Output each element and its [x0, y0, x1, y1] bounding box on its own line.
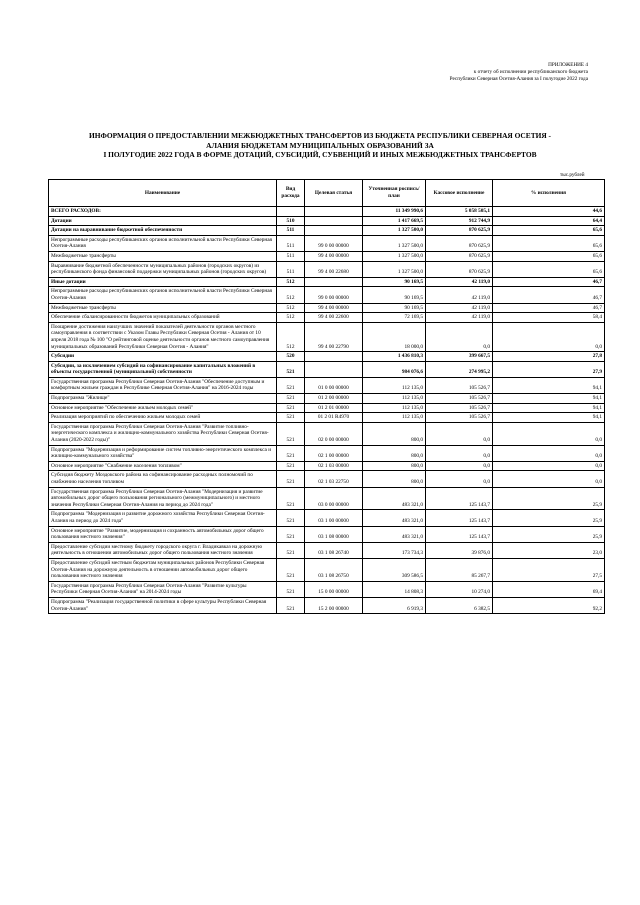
cell-name: Иные дотации [49, 277, 277, 287]
cell-code: 512 [277, 303, 305, 313]
cell-target [305, 277, 363, 287]
cell-planned: 309 586,5 [363, 558, 426, 581]
cell-name: Непрограммные расходы республиканских органов исполнительной власти Республики Северная Осетия-Алания [49, 235, 277, 251]
cell-target [305, 216, 363, 226]
header-percent: % исполнения [493, 180, 605, 207]
cell-executed: 105 526,7 [426, 394, 493, 404]
cell-name: ВСЕГО РАСХОДОВ: [49, 207, 277, 217]
cell-executed: 42 119,0 [426, 303, 493, 313]
header-code: Вид расхода [277, 180, 305, 207]
cell-executed: 870 625,9 [426, 261, 493, 277]
table-row [49, 361, 605, 377]
cell-percent: 46,7 [493, 303, 605, 313]
cell-name: Дотации на выравнивание бюджетной обеспеченности [49, 226, 277, 236]
cell-executed: 6 382,5 [426, 597, 493, 613]
cell-planned: 1 327 500,0 [363, 261, 426, 277]
cell-percent: 0,0 [493, 422, 605, 445]
cell-code: 521 [277, 581, 305, 597]
cell-percent: 27,9 [493, 361, 605, 377]
cell-target: 01 2 00 00000 [305, 394, 363, 404]
cell-executed: 399 667,5 [426, 352, 493, 362]
cell-percent: 27,5 [493, 558, 605, 581]
cell-percent: 65,6 [493, 251, 605, 261]
units-label: тыс.рублей [560, 172, 585, 178]
cell-target [305, 207, 363, 217]
cell-percent: 44,6 [493, 207, 605, 217]
cell-code: 521 [277, 542, 305, 558]
cell-target: 99 4 00 22790 [305, 322, 363, 351]
appendix-line-2: к отчету об исполнении республиканского бюджета [473, 69, 588, 75]
appendix-line-1: ПРИЛОЖЕНИЕ 4 [548, 62, 588, 68]
cell-name: Государственная программа Республики Северная Осетия-Алания "Модернизация и развитие автомобильных дорог общего пользования регионального (межмуниципального) и местного значения Республики Северная Осетия-Алания на период до 2024 года" [49, 487, 277, 510]
transfers-table [48, 179, 605, 614]
table-row [49, 581, 605, 597]
cell-executed: 0,0 [426, 471, 493, 487]
cell-name: Основное мероприятие "Снабжение населения топливом" [49, 461, 277, 471]
header-name: Наименование [49, 180, 277, 207]
cell-target: 02 1 03 00000 [305, 461, 363, 471]
cell-percent: 65,6 [493, 261, 605, 277]
cell-percent: 94,1 [493, 413, 605, 423]
cell-name: Подпрограмма "Модернизация и реформирование систем топливно-энергетического комплекса и жилищно-коммунального хозяйства" [49, 445, 277, 461]
cell-executed: 870 625,9 [426, 251, 493, 261]
table-row [49, 207, 605, 217]
cell-code: 521 [277, 471, 305, 487]
cell-code: 511 [277, 235, 305, 251]
cell-code: 512 [277, 313, 305, 323]
cell-code: 521 [277, 510, 305, 526]
appendix-header [338, 62, 588, 83]
cell-planned: 800,0 [363, 471, 426, 487]
cell-name: Обеспечение сбалансированности бюджетов муниципальных образований [49, 313, 277, 323]
appendix-line-3: Республики Северная Осетия-Алания за I полугодие 2022 года [449, 76, 588, 82]
cell-planned: 90 169,5 [363, 277, 426, 287]
cell-planned: 1 327 500,0 [363, 226, 426, 236]
cell-name: Предоставление субсидии местному бюджету городского округа г. Владикавказ на дорожную деятельность в отношении автомобильных дорог общего пользования местного значения [49, 542, 277, 558]
cell-target: 99 4 00 00000 [305, 303, 363, 313]
cell-planned: 984 076,6 [363, 361, 426, 377]
table-body [49, 207, 605, 614]
cell-planned: 112 135,0 [363, 394, 426, 404]
cell-name: Основное мероприятие "Обеспечение жильем молодых семей" [49, 403, 277, 413]
cell-executed: 125 143,7 [426, 487, 493, 510]
cell-percent: 65,6 [493, 226, 605, 236]
cell-target: 15 0 00 00000 [305, 581, 363, 597]
cell-executed: 912 744,9 [426, 216, 493, 226]
cell-percent: 94,1 [493, 403, 605, 413]
table-row [49, 352, 605, 362]
table-row [49, 251, 605, 261]
cell-planned: 90 169,5 [363, 303, 426, 313]
cell-target: 02 1 00 00000 [305, 445, 363, 461]
cell-planned: 1 417 669,5 [363, 216, 426, 226]
cell-code: 512 [277, 322, 305, 351]
cell-percent: 94,1 [493, 377, 605, 393]
cell-code: 521 [277, 422, 305, 445]
cell-planned: 1 436 810,3 [363, 352, 426, 362]
cell-name: Субсидия бюджету Моздокского района на софинансирование расходных полномочий по снабжению населения топливом [49, 471, 277, 487]
table-row [49, 277, 605, 287]
cell-name: Межбюджетные трансферты [49, 303, 277, 313]
cell-planned: 800,0 [363, 461, 426, 471]
cell-target [305, 226, 363, 236]
cell-executed: 0,0 [426, 322, 493, 351]
cell-percent: 94,1 [493, 394, 605, 404]
cell-executed: 39 876,0 [426, 542, 493, 558]
table-row [49, 413, 605, 423]
cell-name: Основное мероприятие "Развитие, модернизация и сохранность автомобильных дорог общего пользования местного значения" [49, 526, 277, 542]
cell-planned: 90 169,5 [363, 287, 426, 303]
cell-target: 99 0 00 00000 [305, 235, 363, 251]
cell-planned: 6 919,3 [363, 597, 426, 613]
cell-code: 512 [277, 287, 305, 303]
cell-code: 521 [277, 597, 305, 613]
cell-name: Дотации [49, 216, 277, 226]
cell-name: Межбюджетные трансферты [49, 251, 277, 261]
cell-target: 99 4 00 00000 [305, 251, 363, 261]
cell-executed: 125 143,7 [426, 526, 493, 542]
table-header-row [49, 180, 605, 207]
cell-planned: 1 327 500,0 [363, 235, 426, 251]
cell-code: 521 [277, 461, 305, 471]
cell-target: 03 1 08 00000 [305, 526, 363, 542]
cell-planned: 173 734,3 [363, 542, 426, 558]
table-row [49, 542, 605, 558]
cell-planned: 72 169,5 [363, 313, 426, 323]
cell-code: 521 [277, 394, 305, 404]
cell-planned: 18 000,0 [363, 322, 426, 351]
table-row [49, 287, 605, 303]
table-row [49, 558, 605, 581]
cell-code: 511 [277, 251, 305, 261]
table-row [49, 526, 605, 542]
table-row [49, 597, 605, 613]
cell-executed: 5 058 505,1 [426, 207, 493, 217]
cell-target: 03 1 08 26750 [305, 558, 363, 581]
cell-executed: 870 625,9 [426, 235, 493, 251]
cell-target: 01 2 01 R4970 [305, 413, 363, 423]
header-planned: Уточненная роспись/план [363, 180, 426, 207]
cell-name: Государственная программа Республики Северная Осетия-Алания "Развитие топливно-энергетического комплекса и жилищно-коммунального хозяйства Республики Северная Осетия-Алания (2020-2022 годы)" [49, 422, 277, 445]
table-row [49, 487, 605, 510]
cell-executed: 125 143,7 [426, 510, 493, 526]
cell-target: 02 1 03 22750 [305, 471, 363, 487]
cell-executed: 0,0 [426, 445, 493, 461]
table-row [49, 322, 605, 351]
cell-planned: 483 321,0 [363, 487, 426, 510]
cell-executed: 85 267,7 [426, 558, 493, 581]
table-row [49, 471, 605, 487]
cell-executed: 42 119,0 [426, 277, 493, 287]
table-row [49, 510, 605, 526]
cell-executed: 10 274,0 [426, 581, 493, 597]
cell-target: 15 2 00 00000 [305, 597, 363, 613]
cell-executed: 274 995,2 [426, 361, 493, 377]
cell-code: 521 [277, 377, 305, 393]
cell-code: 512 [277, 277, 305, 287]
cell-name: Подпрограмма "Реализация государственной политики в сфере культуры Республики Северная Осетия-Алания" [49, 597, 277, 613]
cell-target: 03 1 08 26740 [305, 542, 363, 558]
cell-percent: 0,0 [493, 471, 605, 487]
cell-planned: 800,0 [363, 445, 426, 461]
cell-percent: 25,9 [493, 510, 605, 526]
cell-percent: 23,0 [493, 542, 605, 558]
cell-target: 99 4 00 22600 [305, 313, 363, 323]
cell-planned: 14 808,3 [363, 581, 426, 597]
cell-planned: 483 321,0 [363, 526, 426, 542]
cell-percent: 92,2 [493, 597, 605, 613]
cell-name: Государственная программа Республики Северная Осетия-Алания "Обеспечение доступным и комфортным жильем граждан в Республике Северная Осетия-Алания" на 2016-2024 годы [49, 377, 277, 393]
cell-target: 03 0 00 00000 [305, 487, 363, 510]
cell-target [305, 361, 363, 377]
cell-name: Подпрограмма "Жилище" [49, 394, 277, 404]
cell-code: 521 [277, 526, 305, 542]
table-row [49, 377, 605, 393]
cell-percent: 0,0 [493, 322, 605, 351]
table-row [49, 226, 605, 236]
cell-code: 521 [277, 445, 305, 461]
cell-target: 02 0 00 00000 [305, 422, 363, 445]
cell-target [305, 352, 363, 362]
cell-percent: 46,7 [493, 277, 605, 287]
cell-executed: 105 526,7 [426, 413, 493, 423]
cell-code: 521 [277, 361, 305, 377]
cell-percent: 64,4 [493, 216, 605, 226]
cell-executed: 42 119,0 [426, 313, 493, 323]
cell-executed: 0,0 [426, 461, 493, 471]
cell-planned: 483 321,0 [363, 510, 426, 526]
cell-code: 511 [277, 261, 305, 277]
cell-percent: 0,0 [493, 445, 605, 461]
cell-target: 99 0 00 00000 [305, 287, 363, 303]
cell-name: Государственная программа Республики Северная Осетия-Алания "Развитие культуры Республики Северная Осетия-Алания" на 2014-2024 годы [49, 581, 277, 597]
cell-code: 521 [277, 403, 305, 413]
cell-percent: 25,9 [493, 526, 605, 542]
cell-percent: 58,4 [493, 313, 605, 323]
cell-code: 510 [277, 216, 305, 226]
cell-code [277, 207, 305, 217]
cell-name: Непрограммные расходы республиканских органов исполнительной власти Республики Северная Осетия-Алания [49, 287, 277, 303]
cell-percent: 65,6 [493, 235, 605, 251]
cell-percent: 69,4 [493, 581, 605, 597]
cell-name: Подпрограмма "Модернизация и развитие дорожного хозяйства Республики Северная Осетия-Алания на период до 2024 года" [49, 510, 277, 526]
title-line-1: ИНФОРМАЦИЯ О ПРЕДОСТАВЛЕНИИ МЕЖБЮДЖЕТНЫХ ТРАНСФЕРТОВ ИЗ БЮДЖЕТА РЕСПУБЛИКИ СЕВЕРНАЯ ОСЕТИЯ - [88, 131, 552, 140]
table-row [49, 261, 605, 277]
cell-code: 520 [277, 352, 305, 362]
cell-name: Реализация мероприятий по обеспечению жильем молодых семей [49, 413, 277, 423]
cell-name: Предоставление субсидий местным бюджетам муниципальных районов Республики Северная Осетия-Алания на дорожную деятельность в отношении автомобильных дорог общего пользования местного значения [49, 558, 277, 581]
cell-percent: 25,9 [493, 487, 605, 510]
cell-target: 03 1 00 00000 [305, 510, 363, 526]
cell-planned: 112 135,0 [363, 377, 426, 393]
cell-executed: 105 526,7 [426, 403, 493, 413]
table-row [49, 445, 605, 461]
cell-name: Субсидии, за исключением субсидий на софинансирование капитальных вложений в объекты государственной (муниципальной) собственности [49, 361, 277, 377]
cell-planned: 112 135,0 [363, 403, 426, 413]
table-row [49, 461, 605, 471]
table-row [49, 303, 605, 313]
cell-percent: 46,7 [493, 287, 605, 303]
cell-target: 01 2 01 00000 [305, 403, 363, 413]
table-row [49, 235, 605, 251]
table-row [49, 394, 605, 404]
table-row [49, 216, 605, 226]
cell-executed: 105 526,7 [426, 377, 493, 393]
cell-name: Субсидии [49, 352, 277, 362]
table-row [49, 403, 605, 413]
cell-executed: 42 119,0 [426, 287, 493, 303]
cell-planned: 112 135,0 [363, 413, 426, 423]
table-row [49, 422, 605, 445]
cell-percent: 0,0 [493, 461, 605, 471]
cell-planned: 800,0 [363, 422, 426, 445]
cell-code: 511 [277, 226, 305, 236]
cell-code: 521 [277, 413, 305, 423]
cell-planned: 1 327 500,0 [363, 251, 426, 261]
cell-executed: 0,0 [426, 422, 493, 445]
cell-executed: 870 625,9 [426, 226, 493, 236]
cell-target: 99 4 00 22680 [305, 261, 363, 277]
cell-name: Поощрение достижения наилучших значений показателей деятельности органов местного самоуправления в соответствии с Указом Главы Республики Северная Осетия - Алания от 10 апреля 2018 года № 100 "О рейтинговой оценке деятельности органов местного самоуправления муниципальных образований Республики Северная Осетия - Алания" [49, 322, 277, 351]
cell-planned: 11 349 990,6 [363, 207, 426, 217]
cell-percent: 27,8 [493, 352, 605, 362]
header-target: Целевая статья [305, 180, 363, 207]
title-line-2: АЛАНИЯ БЮДЖЕТАМ МУНИЦИПАЛЬНЫХ ОБРАЗОВАНИЙ ЗА [206, 140, 434, 150]
cell-code: 521 [277, 558, 305, 581]
header-executed: Кассовое исполнение [426, 180, 493, 207]
cell-target: 01 0 00 00000 [305, 377, 363, 393]
document-title [40, 131, 600, 160]
table-row [49, 313, 605, 323]
cell-code: 521 [277, 487, 305, 510]
cell-name: Выравнивание бюджетной обеспеченности муниципальных районов (городских округов) из республиканского фонда финансовой поддержки муниципальных районов (городских округов) [49, 261, 277, 277]
title-line-3: I ПОЛУГОДИЕ 2022 ГОДА В ФОРМЕ ДОТАЦИЙ, СУБСИДИЙ, СУБВЕНЦИЙ И ИНЫХ МЕЖБЮДЖЕТНЫХ ТРАНСФЕРТОВ [103, 150, 537, 160]
